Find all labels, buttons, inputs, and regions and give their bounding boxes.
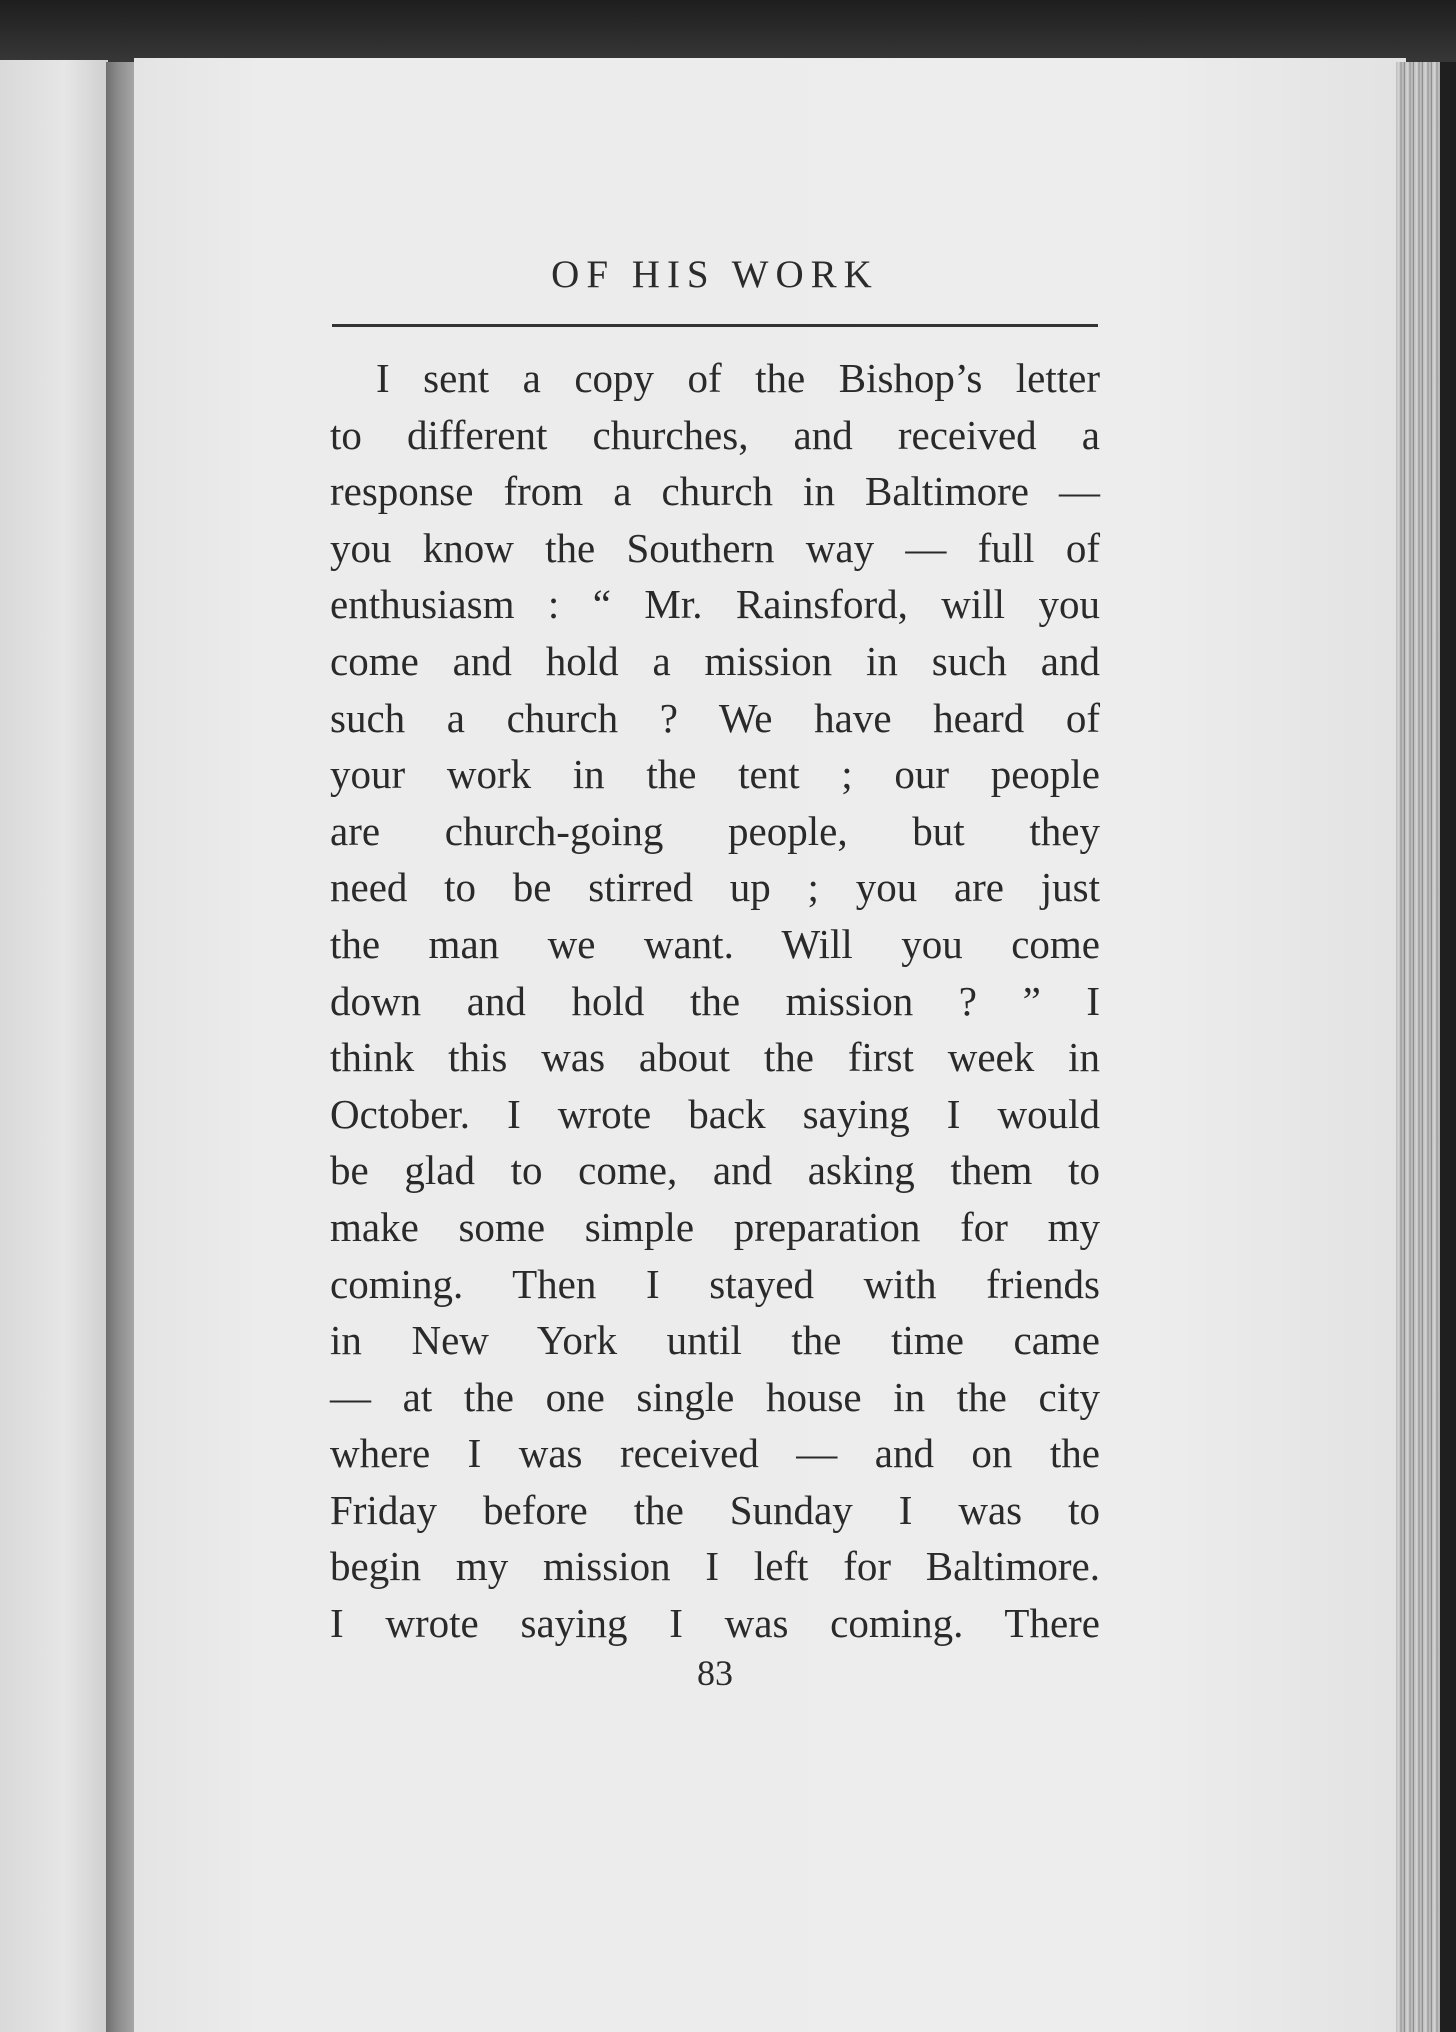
text-line: in New York until the time came xyxy=(330,1317,1100,1364)
body-text xyxy=(330,350,1100,1652)
text-line: such a church ? We have heard of xyxy=(330,694,1100,741)
running-head: OF HIS WORK xyxy=(551,253,879,296)
text-line: Friday before the Sunday I was to xyxy=(330,1486,1100,1533)
text-line: be glad to come, and asking them to xyxy=(330,1147,1100,1194)
left-facing-page xyxy=(0,60,108,2032)
text-line: are church-going people, but they xyxy=(330,807,1100,854)
text-line: response from a church in Baltimore — xyxy=(330,468,1100,515)
text-line: come and hold a mission in such and xyxy=(330,637,1100,684)
text-line: — at the one single house in the city xyxy=(330,1373,1100,1420)
page-number: 83 xyxy=(697,1653,733,1693)
book-gutter xyxy=(106,62,136,2032)
text-line: need to be stirred up ; you are just xyxy=(330,864,1100,911)
text-line: I wrote saying I was coming. There xyxy=(330,1600,1100,1647)
text-line: begin my mission I left for Baltimore. xyxy=(330,1543,1100,1590)
text-line: you know the Southern way — full of xyxy=(330,524,1100,571)
text-line: the man we want. Will you come xyxy=(330,920,1100,967)
text-line: where I was received — and on the xyxy=(330,1430,1100,1477)
text-line: to different churches, and received a xyxy=(330,411,1100,458)
text-line: your work in the tent ; our people xyxy=(330,751,1100,798)
page-edges-shadow xyxy=(1440,62,1456,2032)
text-line: down and hold the mission ? ” I xyxy=(330,977,1100,1024)
header-rule xyxy=(332,324,1098,327)
text-line: make some simple preparation for my xyxy=(330,1203,1100,1250)
text-line: coming. Then I stayed with friends xyxy=(330,1260,1100,1307)
text-line: think this was about the first week in xyxy=(330,1034,1100,1081)
text-line: I sent a copy of the Bishop’s letter xyxy=(376,355,1100,401)
text-line: enthusiasm : “ Mr. Rainsford, will you xyxy=(330,581,1100,628)
text-line: October. I wrote back saying I would xyxy=(330,1090,1100,1137)
